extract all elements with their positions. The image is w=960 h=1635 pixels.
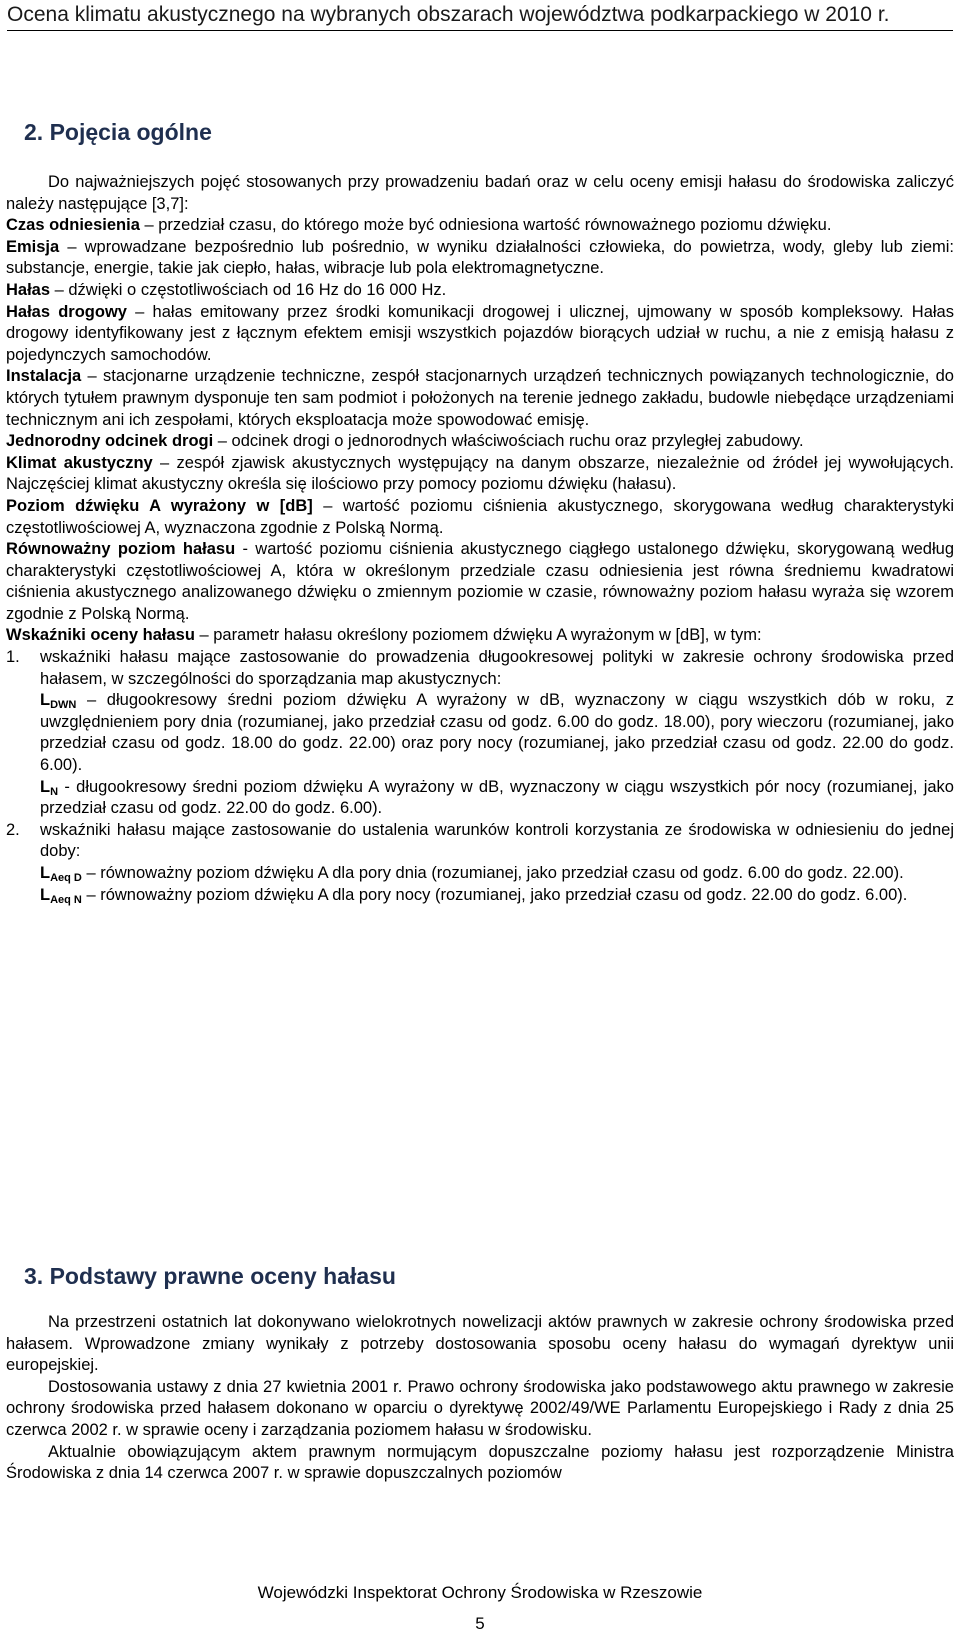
running-header: Ocena klimatu akustycznego na wybranych obszarach województwa podkarpackiego w 2010 r.: [7, 2, 953, 31]
list-content: [40, 820, 954, 906]
indicator-symbol: L: [40, 777, 51, 796]
section-heading: 2. Pojęcia ogólne: [24, 119, 212, 145]
body-paragraph: Na przestrzeni ostatnich lat dokonywano wielokrotnych nowelizacji aktów prawnych w zakresie ochrony środowiska przed hałasem. Wprowadzone zmiany wynikały z potrzeby dostosowania sposobu oceny hałasu do wymagań dyrektyw unii europejskiej.: [6, 1313, 954, 1375]
definition-text: – wprowadzane bezpośrednio lub pośrednio, w wyniku działalności człowieka, do powietrza, wody, gleby lub ziemi: substancje, energie, takie jak ciepło, hałas, wibracje lub pola elektromagnetyczne.: [6, 237, 954, 278]
indicator-definition: [40, 885, 954, 907]
definition: [6, 625, 954, 647]
indicator-text: - długookresowy średni poziom dźwięku A wyrażony w dB, wyznaczony w ciągu wszystkich pór nocy (rozumianej, jako przedział czasu od godz. 22.00 do godz. 6.00).: [40, 777, 954, 818]
list-text: wskaźniki hałasu mające zastosowanie do ustalenia warunków kontroli korzystania ze środowiska w odniesieniu do jednej doby:: [40, 820, 954, 861]
list-content: [40, 647, 954, 820]
definition-text: – wartość poziomu ciśnienia akustycznego, skorygowana według charakterystyki częstotliwościowej A, wyznaczona zgodnie z Polską Normą.: [6, 496, 954, 537]
indicator-symbol: L: [40, 864, 51, 882]
definition: [6, 453, 954, 496]
section-body: [6, 1312, 954, 1485]
definition-text: – dźwięki o częstotliwościach od 16 Hz do 16 000 Hz.: [50, 280, 447, 299]
definition-text: – hałas emitowany przez środki komunikacji drogowej i ulicznej, ujmowany w sposób kompleksowy. Hałas drogowy identyfikowany jest z łącznym efektem emisji wszystkich pojazdów biorących udział w ruchu, a nie z emisją hałasu z pojedynczych samochodów.: [6, 302, 954, 364]
list-number: 1.: [6, 648, 20, 667]
body-paragraph: Dostosowania ustawy z dnia 27 kwietnia 2001 r. Prawo ochrony środowiska jako podstawowego aktu prawnego w zakresie ochrony środowiska przed hałasem dokonano w oparciu o dyrektywę 2002/49/WE Parlamentu Europejskiego i Rady z dnia 25 czerwca 2002 r. w sprawie oceny i zarządzania poziomem hałasu w środowisku.: [6, 1377, 954, 1439]
definition-text: – stacjonarne urządzenie techniczne, zespół stacjonarnych urządzeń technicznych powiązanych technologicznie, do których tytułem prawnym dysponuje ten sam podmiot i położonych na terenie jednego zakładu, budowle niebędące urządzeniami technicznym ani ich zespołami, których eksploatacja może spowodować emisję.: [6, 367, 954, 429]
page-number: 5: [475, 1614, 485, 1633]
body-paragraph: Aktualnie obowiązującym aktem prawnym normującym dopuszczalne poziomy hałasu jest rozporządzenie Ministra Środowiska z dnia 14 czerwca 2007 r. w sprawie dopuszczalnych poziomów: [6, 1442, 954, 1483]
list-text: wskaźniki hałasu mające zastosowanie do prowadzenia długookresowej polityki w zakresie ochrony środowiska przed hałasem, w szczególności do sporządzania map akustycznych:: [40, 648, 954, 688]
definition-text: – zespół zjawisk akustycznych występujący na danym obszarze, niezależnie od źródeł jej wywołujących. Najczęściej klimat akustyczny określa się ilościowo przy pomocy poziomu dźwięku (hałasu).: [6, 453, 954, 494]
list-number: 2.: [6, 820, 20, 839]
definition-term: Emisja: [6, 237, 60, 256]
definition: [6, 302, 954, 367]
definition: [6, 366, 954, 431]
definition-term: Poziom dźwięku A wyrażony w [dB]: [6, 496, 313, 515]
definition-term: Wskaźniki oceny hałasu: [6, 626, 195, 645]
definition: [6, 237, 954, 280]
definition-term: Hałas: [6, 280, 51, 299]
definition-text: - wartość poziomu ciśnienia akustycznego ciągłego ustalonego dźwięku, skorygowaną według charakterystyki częstotliwościowej A, która w określonym przedziale czasu odniesienia jest równa średniemu kwadratowi ciśnienia akustycznego analizowanego dźwięku o zmiennym poziomie w czasie, równoważny poziom hałasu wyraża się wzorem zgodnie z Polską Normą.: [6, 540, 954, 623]
list-item: [6, 820, 954, 906]
section-heading: 3. Podstawy prawne oceny hałasu: [24, 1263, 396, 1289]
definition: [6, 431, 954, 453]
indicator-text: – długookresowy średni poziom dźwięku A wyrażony w dB, wyznaczony w ciągu wszystkich dób w roku, z uwzględnieniem pory dnia (rozumianej, jako przedział czasu od godz. 6.00 do godz. 18.00), pory wieczoru (rozumianej, jako przedział czasu od godz. 18.00 do godz. 22.00) oraz pory nocy (rozumianej, jako przedział czasu od godz. 22.00 do godz. 6.00).: [40, 691, 954, 775]
definition: [6, 539, 954, 625]
definition: [6, 280, 954, 302]
indicator-subscript: DWN: [50, 699, 77, 712]
definition-term: Jednorodny odcinek drogi: [6, 432, 214, 451]
indicator-definition: [40, 863, 954, 885]
definition-term: Równoważny poziom hałasu: [6, 540, 236, 559]
definition-text: – przedział czasu, do którego może być odniesiona wartość równoważnego poziomu dźwięku.: [139, 216, 832, 235]
list-item: [6, 647, 954, 820]
indicator-text: – równoważny poziom dźwięku A dla pory dnia (rozumianej, jako przedział czasu od godz. 6.00 do godz. 22.00).: [81, 864, 904, 882]
definition: [6, 215, 954, 237]
definition-term: Klimat akustyczny: [6, 453, 153, 472]
intro-paragraph: Do najważniejszych pojęć stosowanych przy prowadzeniu badań oraz w celu oceny emisji hałasu do środowiska zaliczyć należy następujące [3,7]:: [6, 173, 954, 213]
page-footer: Wojewódzki Inspektorat Ochrony Środowiska w Rzeszowie: [257, 1583, 703, 1602]
section-body: [6, 172, 954, 906]
indicator-symbol: L: [40, 691, 51, 710]
definition: [6, 496, 954, 539]
indicator-subscript: Aeq N: [50, 893, 82, 906]
definition-text: – odcinek drogi o jednorodnych właściwościach ruchu oraz przyległej zabudowy.: [213, 432, 804, 451]
definition-term: Hałas drogowy: [6, 302, 127, 321]
indicator-definition: [40, 690, 954, 776]
definition-text: – parametr hałasu określony poziomem dźwięku A wyrażonym w [dB], w tym:: [194, 626, 762, 645]
indicator-subscript: Aeq D: [50, 872, 82, 884]
indicator-symbol: L: [40, 885, 51, 904]
definition-term: Instalacja: [6, 367, 82, 386]
indicator-definition: [40, 777, 954, 820]
indicator-text: – równoważny poziom dźwięku A dla pory nocy (rozumianej, jako przedział czasu od godz. 22.00 do godz. 6.00).: [81, 885, 908, 904]
indicator-subscript: N: [50, 785, 59, 798]
definition-term: Czas odniesienia: [6, 216, 140, 235]
